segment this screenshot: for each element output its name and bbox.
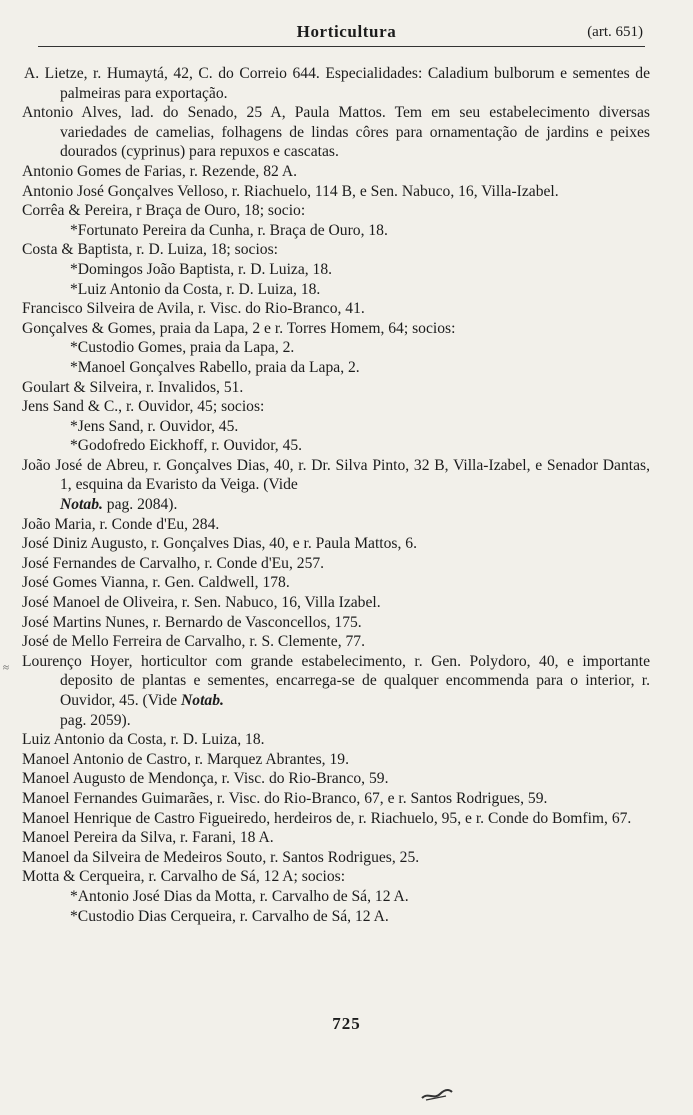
notab-reference: Notab. — [60, 496, 103, 514]
entry-jose-manoel-oliveira: José Manoel de Oliveira, r. Sen. Nabuco, 16, Villa Izabel. — [22, 594, 381, 612]
entry-socio-luiz: *Luiz Antonio da Costa, r. D. Luiza, 18. — [70, 280, 321, 298]
entry-jose-diniz: José Diniz Augusto, r. Gonçalves Dias, 40, e r. Paula Mattos, 6. — [22, 535, 417, 553]
entry-manoel-silveira-souto: Manoel da Silveira de Medeiros Souto, r. Santos Rodrigues, 25. — [22, 848, 420, 866]
entry-socio-custodio-cerqueira: *Custodio Dias Cerqueira, r. Carvalho de Sá, 12 A. — [70, 907, 389, 925]
entry-lourenco-hoyer-text: Lourenço Hoyer, horticultor com grande estabelecimento, r. Gen. Polydoro, 40, e importante deposito de plantas e sementes, encarrega-se de qualquer encommenda para o interior, r. Ouvidor, 45. (Vide — [22, 652, 650, 709]
entry-motta-cerqueira: Motta & Cerqueira, r. Carvalho de Sá, 12 A; socios: — [22, 868, 346, 886]
entry-francisco-avila: Francisco Silveira de Avila, r. Visc. do Rio-Branco, 41. — [22, 300, 365, 318]
entry-jose-martins-nunes: José Martins Nunes, r. Bernardo de Vasconcellos, 175. — [22, 613, 362, 631]
directory-entries — [22, 64, 650, 926]
entry-manoel-augusto-mendonca: Manoel Augusto de Mendonça, r. Visc. do Rio-Branco, 59. — [22, 770, 389, 788]
entry-luiz-antonio-costa: Luiz Antonio da Costa, r. D. Luiza, 18. — [22, 731, 265, 749]
entry-manoel-pereira-silva: Manoel Pereira da Silva, r. Farani, 18 A. — [22, 829, 274, 847]
entry-costa-baptista: Costa & Baptista, r. D. Luiza, 18; socios: — [22, 241, 278, 259]
entry-socio-domingos: *Domingos João Baptista, r. D. Luiza, 18. — [70, 260, 333, 278]
entry-jose-fernandes: José Fernandes de Carvalho, r. Conde d'Eu, 257. — [22, 554, 325, 572]
header-rule — [38, 46, 645, 47]
entry-manoel-henrique-figueiredo: Manoel Henrique de Castro Figueiredo, herdeiros de, r. Riachuelo, 95, e r. Conde do Bomfim, 67. — [22, 809, 632, 827]
entry-socio-custodio: *Custodio Gomes, praia da Lapa, 2. — [70, 339, 295, 357]
page-number: 725 — [332, 1014, 361, 1033]
entry-socio-jens-sand: *Jens Sand, r. Ouvidor, 45. — [70, 417, 239, 435]
entry-joao-abreu — [22, 456, 650, 515]
entry-antonio-alves: Antonio Alves, lad. do Senado, 25 A, Paula Mattos. Tem em seu estabelecimento diversas variedades de camelias, folhagens de lindas côres para ornamentação de jardins e peixes dourados (cyprinus) para repuxos e cascatas. — [22, 104, 650, 161]
margin-mark-icon: ≈ — [3, 662, 10, 674]
entry-manoel-antonio-castro: Manoel Antonio de Castro, r. Marquez Abrantes, 19. — [22, 750, 349, 768]
entry-correa-pereira: Corrêa & Pereira, r Braça de Ouro, 18; socio: — [22, 202, 306, 220]
entry-socio-antonio-motta: *Antonio José Dias da Motta, r. Carvalho de Sá, 12 A. — [70, 887, 409, 905]
ink-flourish-icon — [420, 1088, 454, 1102]
entry-socio-godofredo: *Godofredo Eickhoff, r. Ouvidor, 45. — [70, 437, 303, 455]
running-header — [0, 18, 693, 48]
entry-socio-fortunato: *Fortunato Pereira da Cunha, r. Braça de Ouro, 18. — [70, 221, 388, 239]
entry-antonio-gomes: Antonio Gomes de Farias, r. Rezende, 82 A. — [22, 162, 298, 180]
entry-jens-sand-co: Jens Sand & C., r. Ouvidor, 45; socios: — [22, 398, 265, 416]
entry-lourenco-hoyer — [22, 652, 650, 730]
entry-antonio-velloso: Antonio José Gonçalves Velloso, r. Riachuelo, 114 B, e Sen. Nabuco, 16, Villa-Izabel. — [22, 182, 559, 200]
entry-goulart-silveira: Goulart & Silveira, r. Invalidos, 51. — [22, 378, 244, 396]
entry-lietze: A. Lietze, r. Humaytá, 42, C. do Correio 644. Especialidades: Caladium bulborum e sementes de palmeiras para exportação. — [24, 65, 650, 102]
entry-goncalves-gomes: Gonçalves & Gomes, praia da Lapa, 2 e r. Torres Homem, 64; socios: — [22, 319, 456, 337]
entry-socio-manoel-rabello: *Manoel Gonçalves Rabello, praia da Lapa, 2. — [70, 358, 360, 376]
entry-joao-abreu-text: João José de Abreu, r. Gonçalves Dias, 40, r. Dr. Silva Pinto, 32 B, Villa-Izabel, e Senador Dantas, 1, esquina da Evaristo da Veiga. (Vide — [22, 456, 650, 494]
notab-reference: Notab. — [181, 692, 224, 709]
entry-jose-mello-carvalho: José de Mello Ferreira de Carvalho, r. S. Clemente, 77. — [22, 633, 365, 651]
header-article-ref: (art. 651) — [587, 24, 643, 40]
entry-manoel-fernandes-guimaraes: Manoel Fernandes Guimarães, r. Visc. do Rio-Branco, 67, e r. Santos Rodrigues, 59. — [22, 789, 548, 807]
notab-page: pag. 2084). — [106, 496, 178, 514]
notab-page: pag. 2059). — [60, 711, 131, 729]
entry-joao-maria: João Maria, r. Conde d'Eu, 284. — [22, 515, 220, 533]
entry-jose-gomes-vianna: José Gomes Vianna, r. Gen. Caldwell, 178. — [22, 574, 290, 592]
header-title: Horticultura — [296, 22, 397, 41]
